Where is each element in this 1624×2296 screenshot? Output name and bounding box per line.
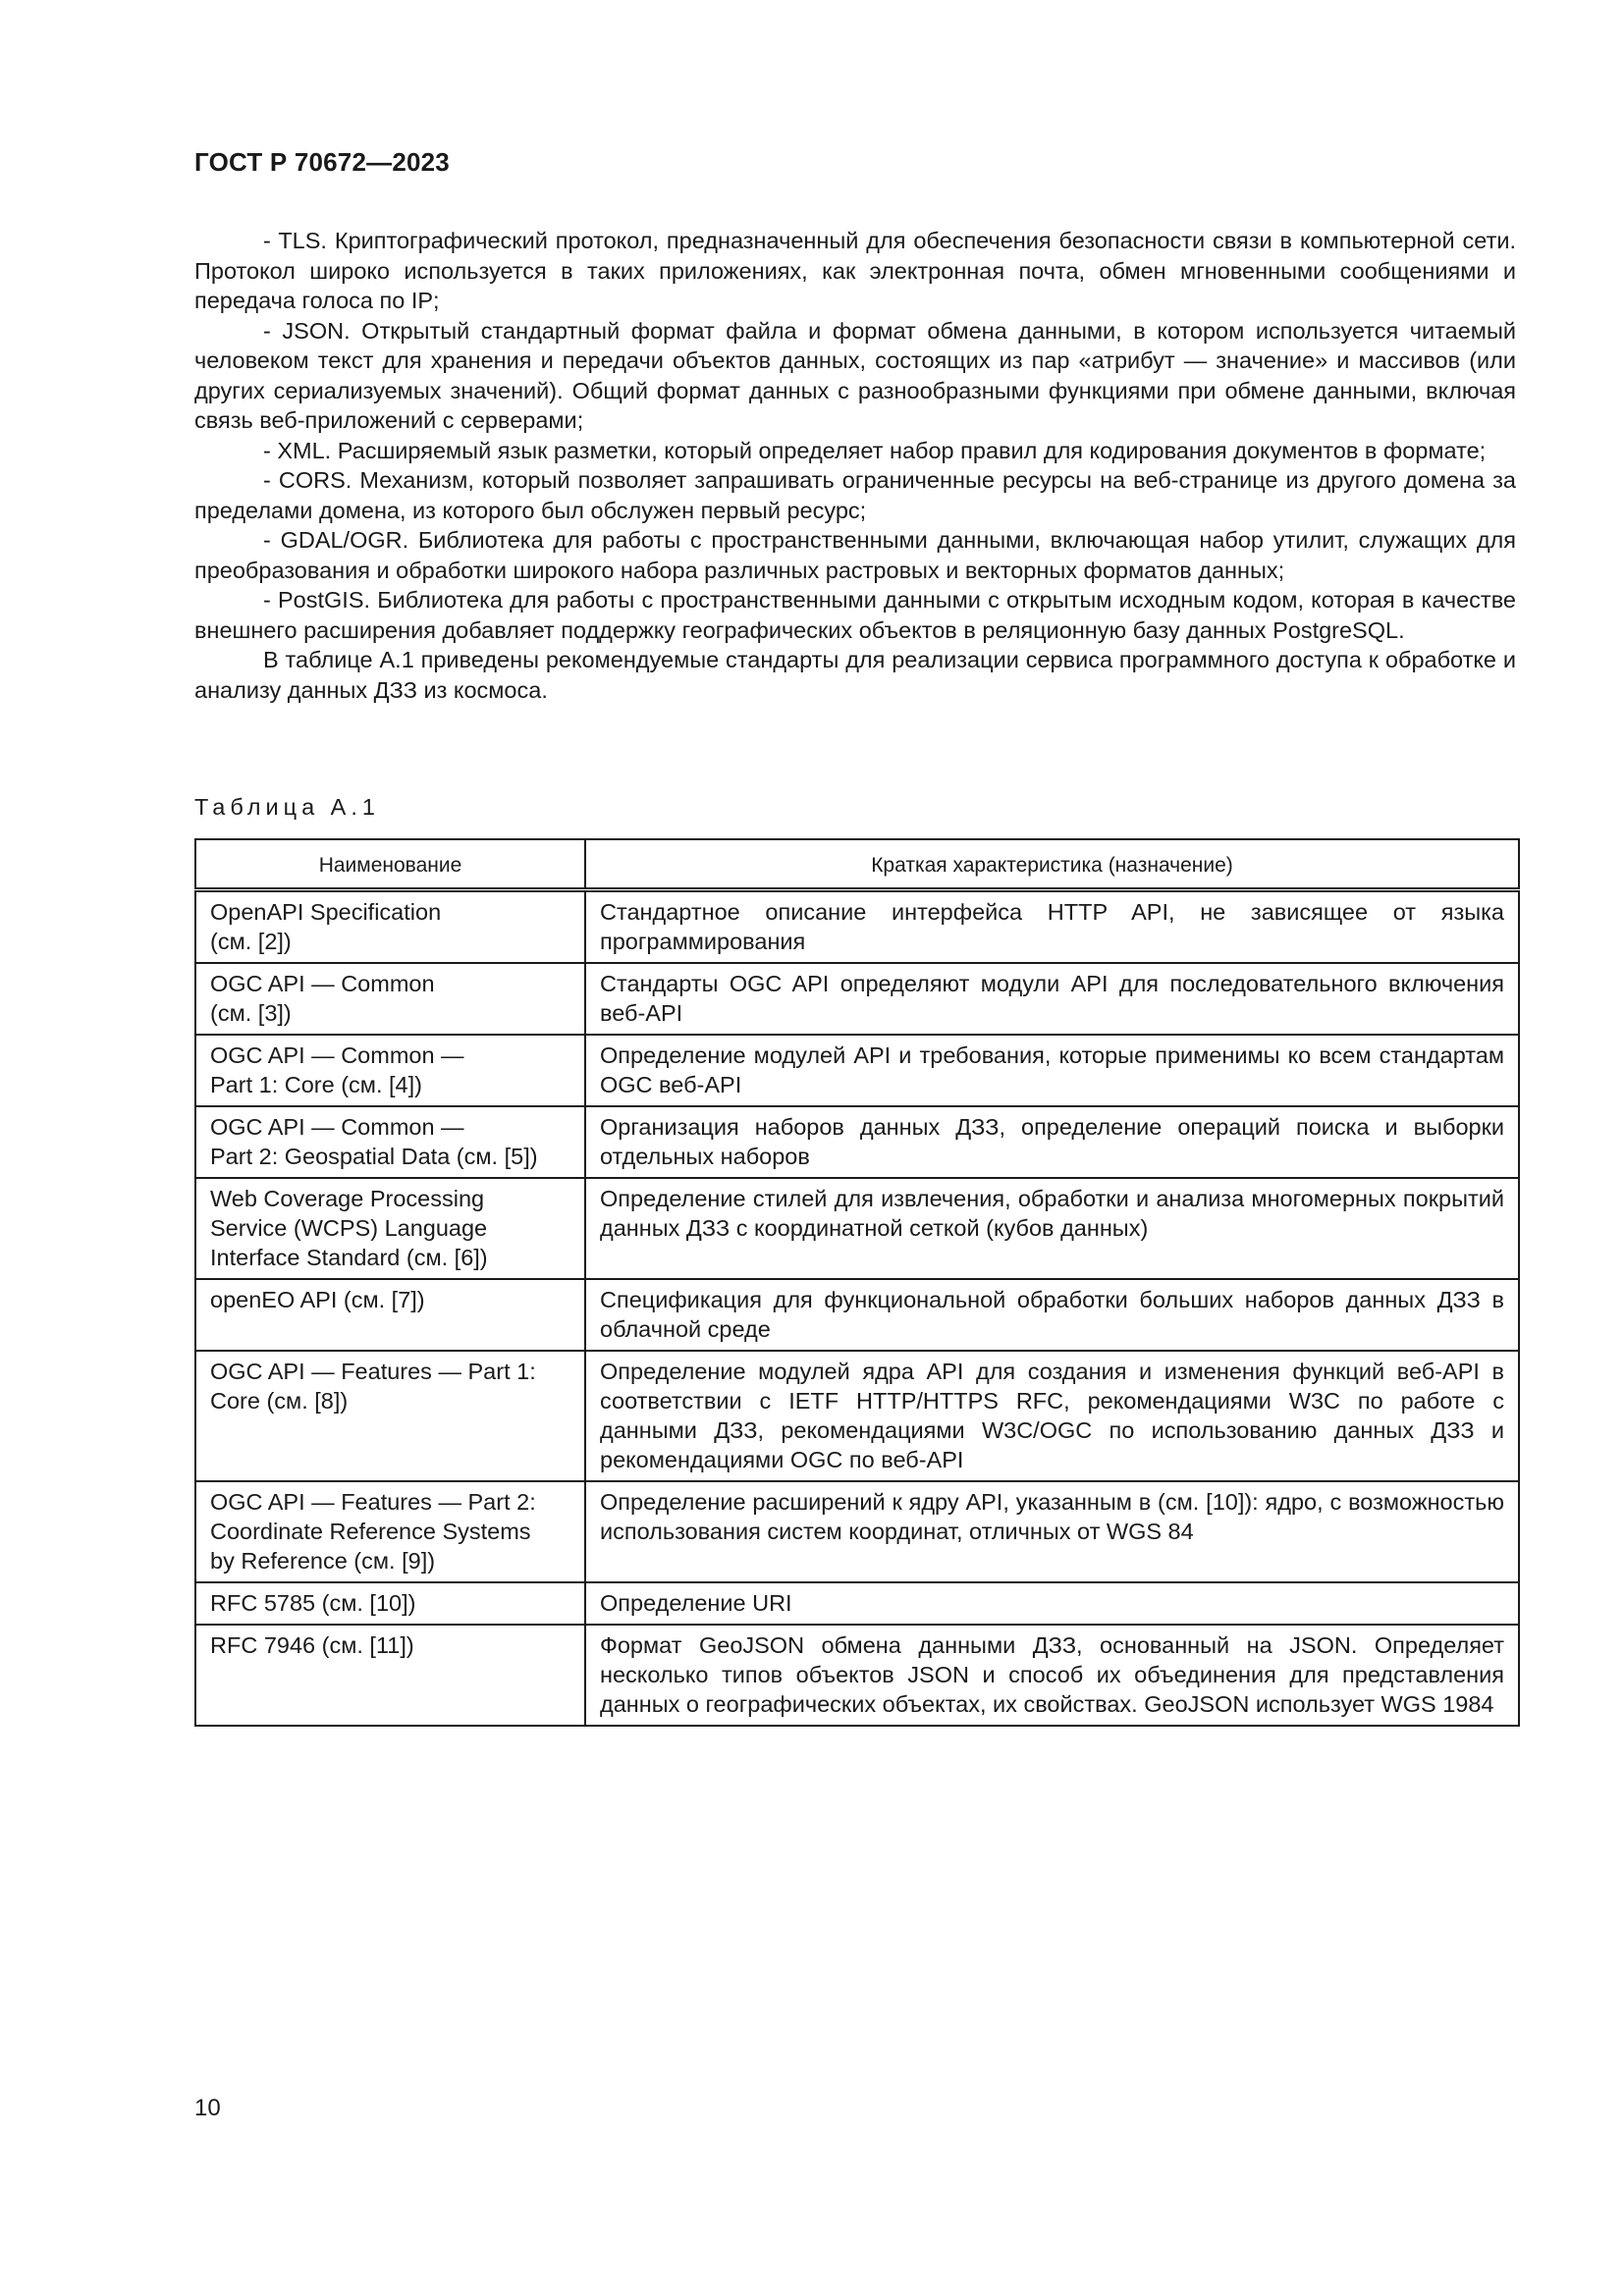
standard-name-cell: Web Coverage Processing Service (WCPS) Language Interface Standard (см. [6]) — [195, 1178, 585, 1279]
standard-description-cell: Стандарты OGC API определяют модули API для последовательного включения веб-API — [585, 963, 1519, 1035]
standard-name-cell: RFC 5785 (см. [10]) — [195, 1582, 585, 1625]
standard-description-cell: Спецификация для функциональной обработки больших наборов данных ДЗЗ в облачной среде — [585, 1279, 1519, 1351]
table-row — [195, 1351, 1519, 1481]
standard-name-cell: OGC API — Features — Part 2: Coordinate Reference Systems by Reference (см. [9]) — [195, 1481, 585, 1582]
paragraph-postgis: - PostGIS. Библиотека для работы с пространственными данными с открытым исходным кодом, которая в качестве внешнего расширения добавляет поддержку географических объектов в реляционную базу данных PostgreSQL. — [194, 587, 1516, 643]
standard-description-cell: Определение стилей для извлечения, обработки и анализа многомерных покрытий данных ДЗЗ с координатной сеткой (кубов данных) — [585, 1178, 1519, 1279]
standard-description-cell: Определение URI — [585, 1582, 1519, 1625]
table-body — [195, 890, 1519, 1727]
table-row — [195, 1178, 1519, 1279]
table-row — [195, 890, 1519, 964]
table-row — [195, 1582, 1519, 1625]
table-row — [195, 1106, 1519, 1178]
column-header-description: Краткая характеристика (назначение) — [585, 839, 1519, 890]
standard-description-cell: Определение модулей ядра API для создания и изменения функций веб-API в соответствии с IETF HTTP/HTTPS RFC, рекомендациями W3C по работе с данными ДЗЗ, рекомендациями W3C/OGC по использованию данных ДЗЗ и рекомендациями OGC по веб-API — [585, 1351, 1519, 1481]
body-text — [194, 226, 1516, 705]
table-header-row — [195, 839, 1519, 890]
paragraph-json: - JSON. Открытый стандартный формат файла и формат обмена данными, в котором используется читаемый человеком текст для хранения и передачи объектов данных, состоящих из пар «атрибут — значение» и массивов (или других сериализуемых значений). Общий формат данных с разнообразными функциями при обмене данными, включая связь веб-приложений с серверами; — [194, 317, 1516, 433]
table-row — [195, 1279, 1519, 1351]
standard-description-cell: Определение модулей API и требования, которые применимы ко всем стандартам OGC веб-API — [585, 1035, 1519, 1106]
table-row — [195, 1481, 1519, 1582]
table-row — [195, 963, 1519, 1035]
standard-name-cell: OGC API — Features — Part 1: Core (см. [8]) — [195, 1351, 585, 1481]
standard-name-cell: OGC API — Common — Part 1: Core (см. [4]) — [195, 1035, 585, 1106]
paragraph-table-intro: В таблице А.1 приведены рекомендуемые стандарты для реализации сервиса программного доступа к обработке и анализу данных ДЗЗ из космоса. — [194, 647, 1516, 703]
paragraph-tls: - TLS. Криптографический протокол, предназначенный для обеспечения безопасности связи в компьютерной сети. Протокол широко используется в таких приложениях, как электронная почта, обмен мгновенными сообщениями и передача голоса по IP; — [194, 228, 1516, 313]
standard-header: ГОСТ Р 70672—2023 — [194, 147, 450, 177]
table-row — [195, 1625, 1519, 1726]
table-row — [195, 1035, 1519, 1106]
paragraph-xml: - XML. Расширяемый язык разметки, который определяет набор правил для кодирования документов в формате; — [263, 437, 1487, 463]
standard-description-cell: Стандартное описание интерфейса HTTP API, не зависящее от языка программирования — [585, 890, 1519, 964]
standard-description-cell: Определение расширений к ядру API, указанным в (см. [10]): ядро, с возможностью использования систем координат, отличных от WGS 84 — [585, 1481, 1519, 1582]
standard-name-cell: openEO API (см. [7]) — [195, 1279, 585, 1351]
standard-description-cell: Формат GeoJSON обмена данными ДЗЗ, основанный на JSON. Определяет несколько типов объектов JSON и способ их объединения для представления данных о географических объектах, их свойствах. GeoJSON использует WGS 1984 — [585, 1625, 1519, 1726]
paragraph-cors: - CORS. Механизм, который позволяет запрашивать ограниченные ресурсы на веб-странице из другого домена за пределами домена, из которого был обслужен первый ресурс; — [194, 467, 1516, 523]
standard-name-cell: OGC API — Common — Part 2: Geospatial Data (см. [5]) — [195, 1106, 585, 1178]
standard-name-cell: RFC 7946 (см. [11]) — [195, 1625, 585, 1726]
standards-table — [194, 838, 1520, 1727]
standard-name-cell: OpenAPI Specification (см. [2]) — [195, 890, 585, 964]
table-caption: Таблица А.1 — [194, 794, 380, 820]
page-number: 10 — [194, 2095, 221, 2121]
column-header-name: Наименование — [195, 839, 585, 890]
standard-name-cell: OGC API — Common (см. [3]) — [195, 963, 585, 1035]
paragraph-gdal: - GDAL/OGR. Библиотека для работы с пространственными данными, включающая набор утилит, служащих для преобразования и обработки широкого набора различных растровых и векторных форматов данных; — [194, 527, 1516, 583]
standard-description-cell: Организация наборов данных ДЗЗ, определение операций поиска и выборки отдельных наборов — [585, 1106, 1519, 1178]
